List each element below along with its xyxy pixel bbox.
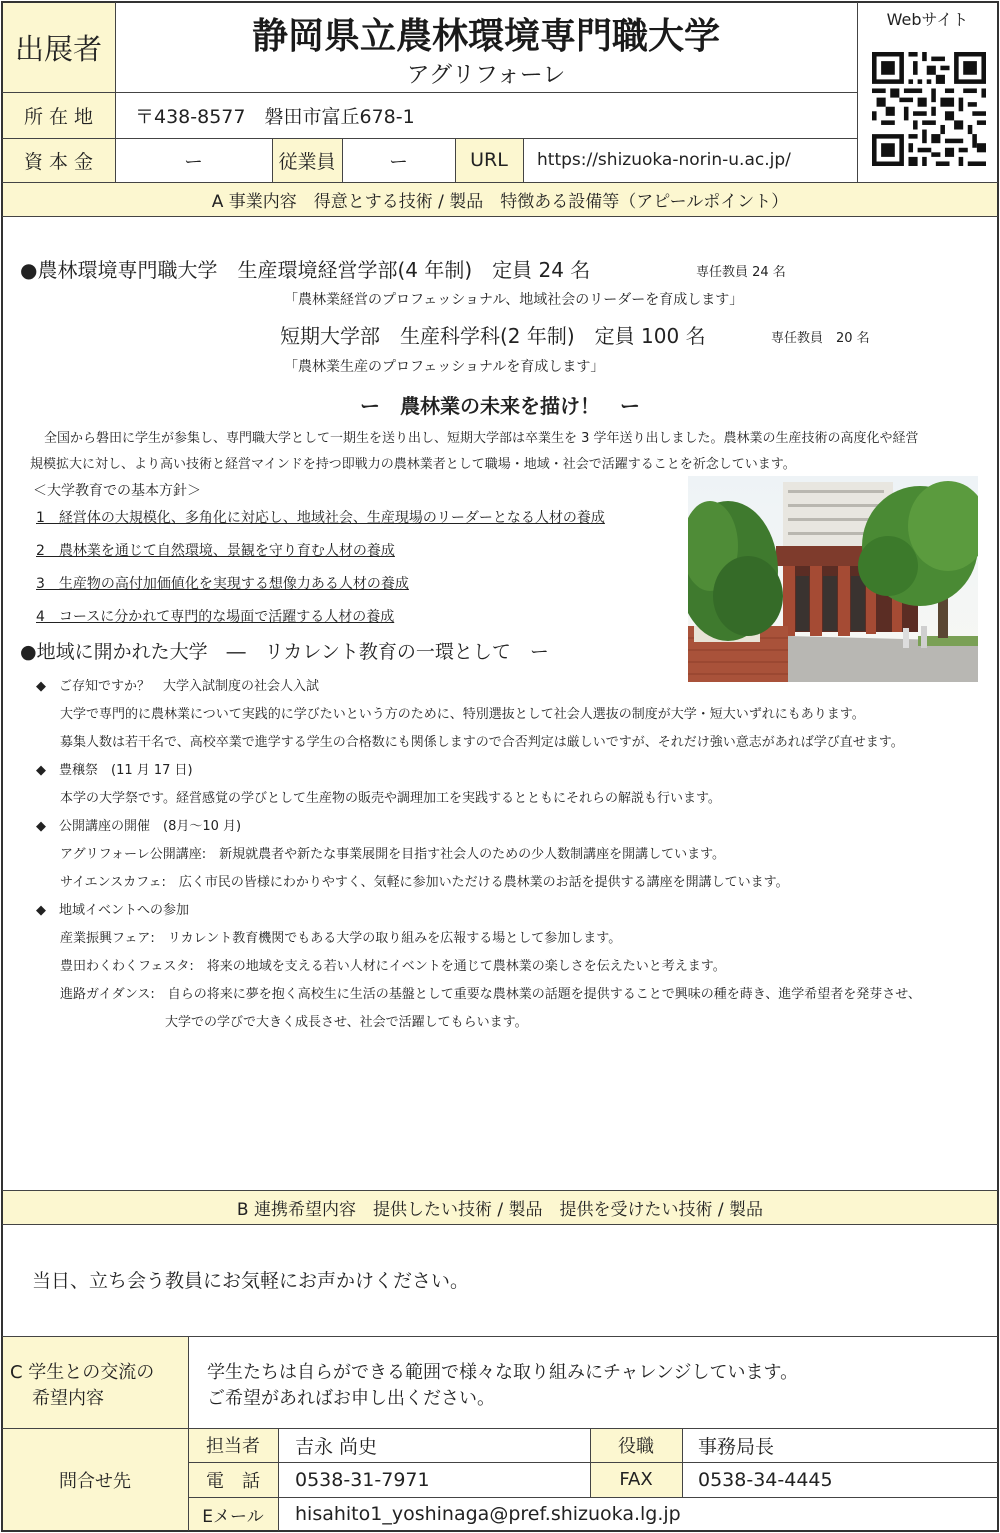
section-b-title: B 連携希望内容 提供したい技術 / 製品 提供を受けたい技術 / 製品 (236, 1199, 764, 1220)
section-c-body-1: 学生たちは自らができる範囲で様々な取り組みにチャレンジしています。 (207, 1362, 799, 1383)
dept2-faculty: 専任教員 20 名 (771, 331, 870, 346)
item-text: 産業振興フェア: リカレント教育機関でもある大学の取り組みを広報する場として参加します。 (60, 931, 622, 946)
section-c-label-2: 希望内容 (32, 1388, 104, 1409)
slogan: ー 農林業の未来を描け！ ー (360, 394, 640, 418)
community-heading: ●地域に開かれた大学 ― リカレント教育の一環として ー (20, 641, 549, 663)
item-text: 大学での学びで大きく成長させ、社会で活躍してもらいます。 (165, 1015, 528, 1030)
website-label: Webサイト (886, 10, 969, 29)
policy-heading: ＜大学教育での基本方針＞ (33, 483, 201, 499)
item-text: 進路ガイダンス: 自らの将来に夢を抱く高校生に生活の基盤として重要な農林業の話題を提供することで興味の種を蒔き、進学希望者を発芽させ、 (60, 987, 921, 1002)
url-link[interactable]: https://shizuoka-norin-u.ac.jp/ (537, 150, 791, 170)
policy-item: 4 コースに分かれて専門的な場面で活躍する人材の養成 (36, 609, 395, 625)
person-value: 吉永 尚史 (295, 1435, 378, 1458)
url-label: URL (470, 149, 508, 171)
section-c-label-1: C 学生との交流の (10, 1362, 155, 1383)
item-heading: ◆ 豊穣祭 (11 月 17 日) (36, 763, 193, 778)
dept2-quote: 「農林業生産のプロフェッショナルを育成します」 (284, 359, 605, 375)
address-value: 〒438-8577 磐田市富丘678-1 (135, 105, 415, 128)
item-heading: ◆ 公開講座の開催 (8月～10 月) (36, 819, 242, 834)
role-label: 役職 (618, 1436, 654, 1457)
qr-code-icon[interactable] (872, 52, 986, 166)
role-value: 事務局長 (698, 1435, 775, 1458)
dept1-heading: ●農林環境専門職大学 生産環境経営学部(4 年制) 定員 24 名 (20, 258, 591, 282)
fax-label: FAX (619, 1469, 653, 1490)
policy-item: 1 経営体の大規模化、多角化に対応し、地域社会、生産現場のリーダーとなる人材の養成 (36, 510, 605, 526)
policy-item: 2 農林業を通じて自然環境、景観を守り育む人材の養成 (36, 543, 395, 559)
item-text: アグリフォーレ公開講座: 新規就農者や新たな事業展開を目指す社会人のための少人数制講座を開講しています。 (60, 847, 726, 862)
address-label: 所 在 地 (23, 105, 94, 128)
item-heading: ◆ 地域イベントへの参加 (36, 903, 189, 918)
item-heading: ◆ ご存知ですか？ 大学入試制度の社会人入試 (36, 679, 319, 694)
employees-value: ー (388, 150, 408, 173)
contact-label: 問合せ先 (59, 1470, 131, 1492)
capital-label: 資 本 金 (23, 150, 94, 173)
intro-line-2: 規模拡大に対し、より高い技術と経営マインドを持つ即戦力の農林業者として職場・地域・社会で活躍することを祈念しています。 (30, 457, 796, 472)
org-name: 静岡県立農林環境専門職大学 (251, 16, 720, 57)
dept1-faculty: 専任教員 24 名 (696, 265, 786, 280)
phone-value[interactable]: 0538-31-7971 (295, 1468, 430, 1491)
dept1-quote: 「農林業経営のプロフェッショナル、地域社会のリーダーを育成します」 (284, 292, 744, 308)
section-b-body: 当日、立ち会う教員にお気軽にお声かけください。 (32, 1270, 470, 1292)
policy-item: 3 生産物の高付加価値化を実現する想像力ある人材の養成 (36, 576, 409, 592)
item-text: 大学で専門的に農林業について実践的に学びたいという方のために、特別選抜として社会人選抜の制度が大学・短大いずれにもあります。 (60, 707, 865, 722)
org-subtitle: アグリフォーレ (406, 62, 566, 88)
intro-line-1: 全国から磐田に学生が参集し、専門職大学として一期生を送り出し、短期大学部は卒業生を 3 学年送り出しました。農林業の生産技術の高度化や経営 (44, 431, 919, 446)
item-text: 豊田わくわくフェスタ: 将来の地域を支える若い人材にイベントを通じて農林業の楽しさを伝えたいと考えます。 (60, 959, 726, 974)
dept2-heading: 短期大学部 生産科学科(2 年制) 定員 100 名 (280, 324, 706, 348)
phone-label: 電 話 (206, 1470, 260, 1492)
capital-value: ー (183, 150, 203, 173)
exhibitor-label: 出展者 (14, 31, 102, 66)
section-a-title: A 事業内容 得意とする技術 / 製品 特徴ある設備等（アピールポイント） (211, 191, 789, 212)
item-text: 本学の大学祭です。経営感覚の学びとして生産物の販売や調理加工を実践するとともにそれらの解説も行います。 (60, 791, 721, 806)
email-link[interactable]: hisahito1_yoshinaga@pref.shizuoka.lg.jp (295, 1503, 681, 1525)
section-c-body-2: ご希望があればお申し出ください。 (207, 1388, 495, 1409)
person-label: 担当者 (206, 1436, 260, 1457)
item-text: 募集人数は若干名で、高校卒業で進学する学生の合格数にも関係しますので合否判定は厳しいですが、それだけ強い意志があれば学び直せます。 (60, 735, 904, 750)
employees-label: 従業員 (278, 150, 336, 173)
item-text: サイエンスカフェ: 広く市民の皆様にわかりやすく、気軽に参加いただける農林業のお話を提供する講座を開講しています。 (60, 875, 789, 890)
fax-value: 0538-34-4445 (698, 1468, 833, 1491)
campus-photo (688, 476, 978, 682)
email-label: Eメール (202, 1506, 264, 1527)
